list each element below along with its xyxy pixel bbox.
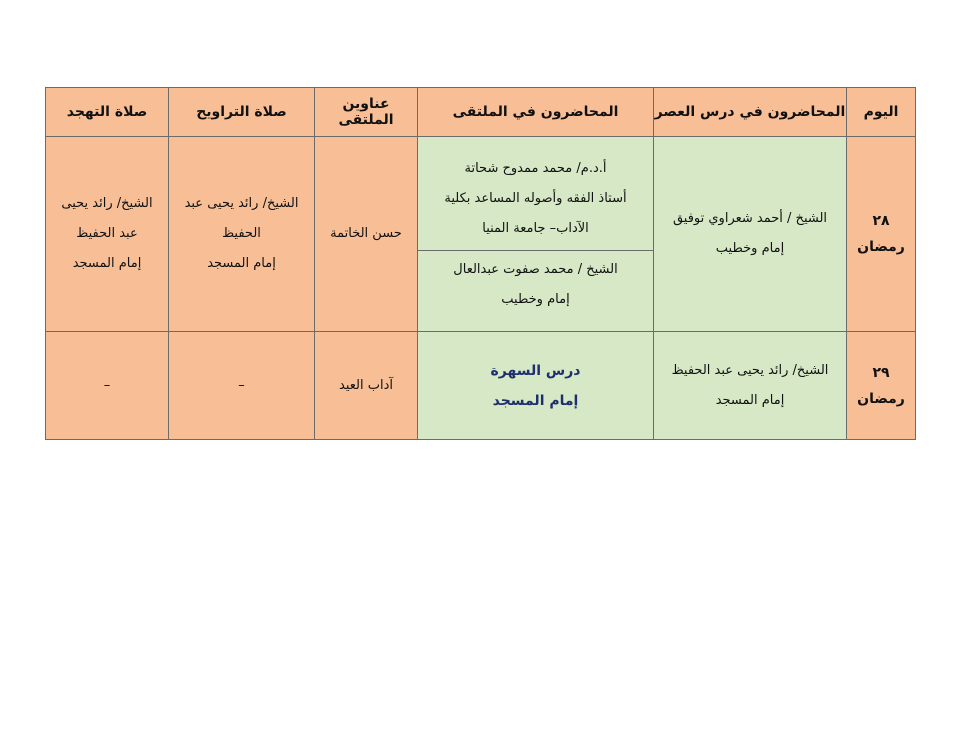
- tahajjud-line-3: إمام المسجد: [72, 256, 142, 271]
- asr-lecturer-name: الشيخ/ رائد يحيى عبد الحفيظ: [671, 362, 829, 378]
- day-cell: [847, 137, 916, 332]
- forum-lecturer-2: [418, 251, 653, 319]
- taraweeh-cell: [169, 137, 315, 332]
- day-month: رمضان: [857, 239, 905, 255]
- header-day: اليوم: [847, 88, 916, 137]
- forum-session-title: درس السهرة: [490, 362, 581, 379]
- asr-lecturer-name: الشيخ / أحمد شعراوي توفيق: [672, 211, 828, 226]
- forum-lecturer-1-role: أستاذ الفقه وأصوله المساعد بكلية: [444, 190, 627, 206]
- table-row: [46, 332, 916, 440]
- header-row: [46, 88, 916, 137]
- header-forum-lecturers: المحاضرون في الملتقى: [418, 88, 654, 137]
- forum-lecturer-1: [418, 150, 653, 251]
- forum-title-cell: حسن الخاتمة: [315, 137, 418, 332]
- tahajjud-cell: –: [46, 332, 169, 440]
- forum-lecturer-1-name: أ.د.م/ محمد ممدوح شحاتة: [464, 160, 607, 176]
- table-row: [46, 137, 916, 332]
- taraweeh-line-1: الشيخ/ رائد يحيى عبد: [184, 196, 299, 211]
- header-taraweeh: صلاة التراويح: [169, 88, 315, 137]
- asr-lecturer-cell: [654, 332, 847, 440]
- forum-title-cell: آداب العيد: [315, 332, 418, 440]
- header-forum-titles: عناوين الملتقى: [315, 88, 418, 137]
- day-month: رمضان: [857, 390, 905, 407]
- header-tahajjud: صلاة التهجد: [46, 88, 169, 137]
- forum-lecturers-cell: [418, 137, 654, 332]
- day-cell: [847, 332, 916, 440]
- tahajjud-cell: [46, 137, 169, 332]
- asr-lecturer-cell: [654, 137, 847, 332]
- forum-lecturer-2-role: إمام وخطيب: [501, 291, 570, 307]
- forum-lecturers-cell: [418, 332, 654, 440]
- taraweeh-cell: –: [169, 332, 315, 440]
- forum-lecturer-2-name: الشيخ / محمد صفوت عبدالعال: [453, 261, 618, 277]
- day-number: ٢٩: [872, 364, 890, 381]
- tahajjud-line-2: عبد الحفيظ: [76, 226, 138, 241]
- schedule-table: [45, 87, 916, 440]
- taraweeh-line-3: إمام المسجد: [207, 256, 276, 271]
- asr-lecturer-role: إمام وخطيب: [715, 241, 785, 256]
- asr-lecturer-role: إمام المسجد: [715, 392, 785, 408]
- day-number: ٢٨: [872, 213, 890, 229]
- tahajjud-line-1: الشيخ/ رائد يحيى: [61, 196, 153, 211]
- forum-session-lecturer: إمام المسجد: [492, 392, 579, 409]
- header-asr-lecturers: المحاضرون في درس العصر: [654, 88, 847, 137]
- forum-lecturer-1-role-cont: الآداب– جامعة المنيا: [482, 220, 589, 236]
- taraweeh-line-2: الحفيظ: [222, 226, 261, 241]
